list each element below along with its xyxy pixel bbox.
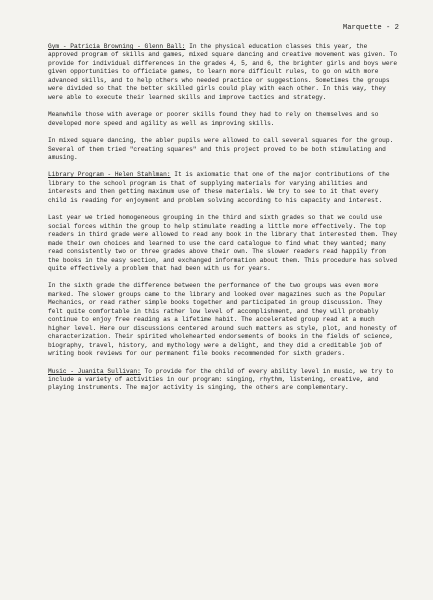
gym-paragraph-2: Meanwhile those with average or poorer skills found they had to rely on themselves and so developed more speed and agility as well as improving skills. — [48, 111, 379, 127]
library-paragraph-2: Last year we tried homogeneous grouping in the third and sixth grades so that we could use social forces within the group to help stimulate reading a little more effectively. The top readers in third grade were allowed to read any book in the library that interested them. They made their own choices and learned to use the card catalogue to find what they wanted; many read consistently two or three grades above their own. The slower readers read happily from the books in the easy section, and exchanged information about them. This procedure has solved quite effectively a problem that had been with us for years. — [48, 214, 398, 272]
library-section-heading: Library Program - Helen Stahlman: — [48, 171, 171, 179]
library-paragraph-1 — [48, 171, 399, 205]
library-paragraph-1-text: It is axiomatic that one of the major contributions of the library to the school program is that of supplying materials for varying abilities and interests and then getting maximum use of these materials. We try to see to it that every child is reading for enjoyment and problem solving according to his capacity and interest. — [48, 171, 390, 204]
page-number-header: Marquette - 2 — [342, 24, 399, 32]
gym-paragraph-1-text: In the physical education classes this year, the approved program of skills and games, mixed square dancing and creative movement was given. To provide for individual differences in the grades 4, 5, and 6, the brighter girls and boys were given opportunities to officiate games, to learn more difficult rules, to go on with more advanced skills, and to help others who needed practice or suggestions. Sometimes the groups were divided so that the better skilled girls could play with each other. In this way, they were able to execute their learned skills and improve tactics and strategy. — [48, 43, 398, 101]
music-section-heading: Music - Juanita Sullivan: — [48, 367, 141, 375]
music-paragraph-1-text: To provide for the child of every ability level in music, we try to include a variety of activities in our program: singing, rhythm, listening, creative, and playing instruments. The major activity is singing, the others are complementary. — [48, 367, 394, 392]
library-paragraph-3: In the sixth grade the difference between the performance of the two groups was even more marked. The slower groups came to the library and looked over magazines such as the Popular Mechanics, or read rather simple books together and participated in group discussion. They felt quite comfortable in this rather low level of accomplishment, and they will probably continue to enjoy free reading as a lifetime habit. The accelerated group read at a much higher level. Here our discussions centered around such matters as style, plot, and honesty of characterization. Their spirited wholehearted endorsements of books in the fields of science, biography, travel, history, and mythology were a delight, and they did a creditable job of writing book reviews for our permanent file books recommended for sixth graders. — [48, 282, 398, 358]
gym-section-heading: Gym - Patricia Browning - Glenn Ball: — [48, 43, 186, 50]
music-paragraph-1 — [48, 368, 399, 393]
gym-paragraph-3: In mixed square dancing, the abler pupils were allowed to call several squares for the group. Several of them tried "creating squares" and this project proved to be both stimulating and amusing. — [48, 137, 394, 161]
gym-paragraph-1 — [48, 43, 399, 102]
